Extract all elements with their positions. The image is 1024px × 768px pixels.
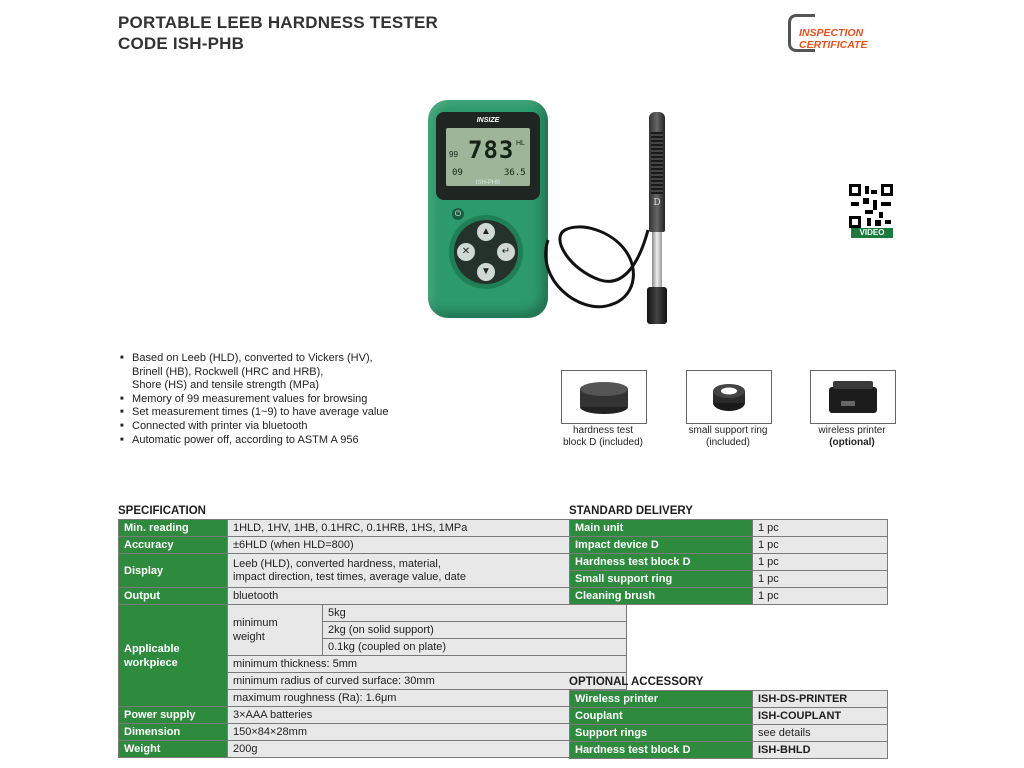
probe-shaft <box>652 232 662 287</box>
spec-value: minimum thickness: 5mm <box>228 656 627 673</box>
spec-label: Accuracy <box>119 537 228 554</box>
test-block-caption-line2: block D (included) <box>562 436 644 448</box>
table-row <box>119 520 627 537</box>
table-row <box>570 708 888 725</box>
impact-device-image <box>646 112 668 324</box>
feature-list <box>118 352 438 447</box>
feature-item: ■ Connected with printer via bluetooth <box>118 420 438 434</box>
optional-accessory-title: OPTIONAL ACCESSORY <box>569 676 704 688</box>
printer-optional-text: (optional) <box>829 436 875 448</box>
test-block-caption-line1: hardness test <box>572 425 634 436</box>
feature-item: ■ Memory of 99 measurement values for browsing <box>118 393 438 407</box>
accessory-item: Couplant <box>570 708 753 725</box>
inspection-certificate-badge <box>788 14 896 52</box>
feature-item-cont: Brinell (HB), Rockwell (HRC and HRB), <box>132 365 324 378</box>
feature-item: ■ Set measurement times (1~9) to have average value <box>118 406 438 420</box>
printer-caption <box>787 425 917 448</box>
printer-caption-line2 <box>787 437 917 449</box>
spec-label: Output <box>119 588 228 605</box>
accessory-code: ISH-COUPLANT <box>753 708 888 725</box>
delivery-qty: 1 pc <box>753 520 888 537</box>
page-title: PORTABLE LEEB HARDNESS TESTER <box>118 13 439 32</box>
accessory-item: Hardness test block D <box>570 742 753 759</box>
spec-value: 3×AAA batteries <box>228 707 627 724</box>
min-weight-line1: minimum <box>233 617 278 629</box>
probe-letter: D <box>653 198 661 208</box>
delivery-qty: 1 pc <box>753 588 888 605</box>
feature-item: ■ Automatic power off, according to ASTM A 956 <box>118 434 438 448</box>
table-row <box>119 724 627 741</box>
lcd-sub-left: 09 <box>452 168 463 178</box>
delivery-qty: 1 pc <box>753 537 888 554</box>
min-weight-label <box>228 605 323 656</box>
device-lcd <box>446 128 530 186</box>
display-line2: impact direction, test times, average value, date <box>233 570 466 583</box>
support-ring-image <box>686 370 772 424</box>
spec-value: 5kg <box>323 605 627 622</box>
spec-value: minimum radius of curved surface: 30mm <box>228 673 627 690</box>
delivery-qty: 1 pc <box>753 554 888 571</box>
workpiece-label-line1: Applicable <box>124 642 180 655</box>
spec-value: 2kg (on solid support) <box>323 622 627 639</box>
delivery-qty: 1 pc <box>753 571 888 588</box>
table-row <box>119 707 627 724</box>
workpiece-label-line2: workpiece <box>124 656 178 669</box>
enter-icon: ↵ <box>497 243 515 261</box>
table-row <box>570 554 888 571</box>
table-row <box>119 537 627 554</box>
specification-table <box>118 519 627 758</box>
table-row <box>570 725 888 742</box>
video-label[interactable]: VIDEO <box>851 228 893 238</box>
badge-line2: CERTIFICATE <box>799 39 868 51</box>
optional-accessory-table <box>569 690 888 759</box>
product-code: CODE ISH-PHB <box>118 34 245 53</box>
specification-title: SPECIFICATION <box>118 505 206 517</box>
feature-item-cont: Shore (HS) and tensile strength (MPa) <box>132 379 320 392</box>
lcd-reading: 783 <box>468 136 515 164</box>
table-row <box>570 537 888 554</box>
spec-value: bluetooth <box>228 588 627 605</box>
spec-label <box>119 605 228 707</box>
probe-tip <box>647 287 667 324</box>
spec-value: 150×84×28mm <box>228 724 627 741</box>
table-row <box>119 741 627 758</box>
probe-cable <box>540 210 650 320</box>
accessory-code: ISH-BHLD <box>753 742 888 759</box>
support-ring-caption <box>663 425 793 448</box>
support-ring-graphic <box>687 371 771 423</box>
table-row <box>119 605 627 622</box>
standard-delivery-table <box>569 519 888 605</box>
printer-image <box>810 370 896 424</box>
down-arrow-icon: ▼ <box>477 263 495 281</box>
up-arrow-icon: ▲ <box>477 223 495 241</box>
lcd-side-value: 99 <box>449 150 458 159</box>
spec-value: maximum roughness (Ra): 1.6μm <box>228 690 627 707</box>
table-row <box>570 691 888 708</box>
spec-label: Min. reading <box>119 520 228 537</box>
delivery-item: Main unit <box>570 520 753 537</box>
test-block-image <box>561 370 647 424</box>
keypad <box>454 220 518 284</box>
delivery-item: Hardness test block D <box>570 554 753 571</box>
spec-label: Dimension <box>119 724 228 741</box>
table-row <box>119 554 627 588</box>
spec-label: Power supply <box>119 707 228 724</box>
table-row <box>570 520 888 537</box>
badge-line1: INSPECTION <box>799 27 864 39</box>
table-row <box>570 571 888 588</box>
spec-value: 200g <box>228 741 627 758</box>
feature-item: ■ Based on Leeb (HLD), converted to Vickers (HV), <box>118 352 438 366</box>
lcd-sub-right: 36.5 <box>504 168 526 178</box>
qr-code-icon[interactable] <box>849 184 893 228</box>
table-row <box>570 588 888 605</box>
delivery-item: Small support ring <box>570 571 753 588</box>
table-row <box>570 742 888 759</box>
delivery-item: Cleaning brush <box>570 588 753 605</box>
spec-value: 0.1kg (coupled on plate) <box>323 639 627 656</box>
standard-delivery-title: STANDARD DELIVERY <box>569 505 693 517</box>
device-brand: INSIZE <box>476 117 500 124</box>
support-ring-caption-line1: small support ring <box>688 425 768 436</box>
device-model: ISH-PHB <box>475 180 501 186</box>
hardness-tester-image <box>428 100 548 318</box>
delivery-item: Impact device D <box>570 537 753 554</box>
test-block-graphic <box>562 371 646 423</box>
accessory-item: Support rings <box>570 725 753 742</box>
power-icon: ⏻ <box>452 208 464 220</box>
spec-label: Display <box>119 554 228 588</box>
printer-graphic <box>811 371 895 423</box>
table-row <box>119 588 627 605</box>
lcd-unit: HL <box>516 140 525 147</box>
spec-value: ±6HLD (when HLD=800) <box>228 537 627 554</box>
spec-value: 1HLD, 1HV, 1HB, 0.1HRC, 0.1HRB, 1HS, 1MPa <box>228 520 627 537</box>
accessory-item: Wireless printer <box>570 691 753 708</box>
probe-grip <box>651 132 663 194</box>
accessory-code: see details <box>753 725 888 742</box>
min-weight-line2: weight <box>233 631 265 643</box>
accessory-code: ISH-DS-PRINTER <box>753 691 888 708</box>
spec-label: Weight <box>119 741 228 758</box>
spec-value <box>228 554 627 588</box>
device-screen-bezel <box>436 112 540 200</box>
test-block-caption <box>538 425 668 448</box>
support-ring-caption-line2: (included) <box>706 436 750 448</box>
tools-icon: ✕ <box>457 243 475 261</box>
printer-caption-line1: wireless printer <box>818 425 886 436</box>
display-line1: Leeb (HLD), converted hardness, material, <box>233 557 441 570</box>
